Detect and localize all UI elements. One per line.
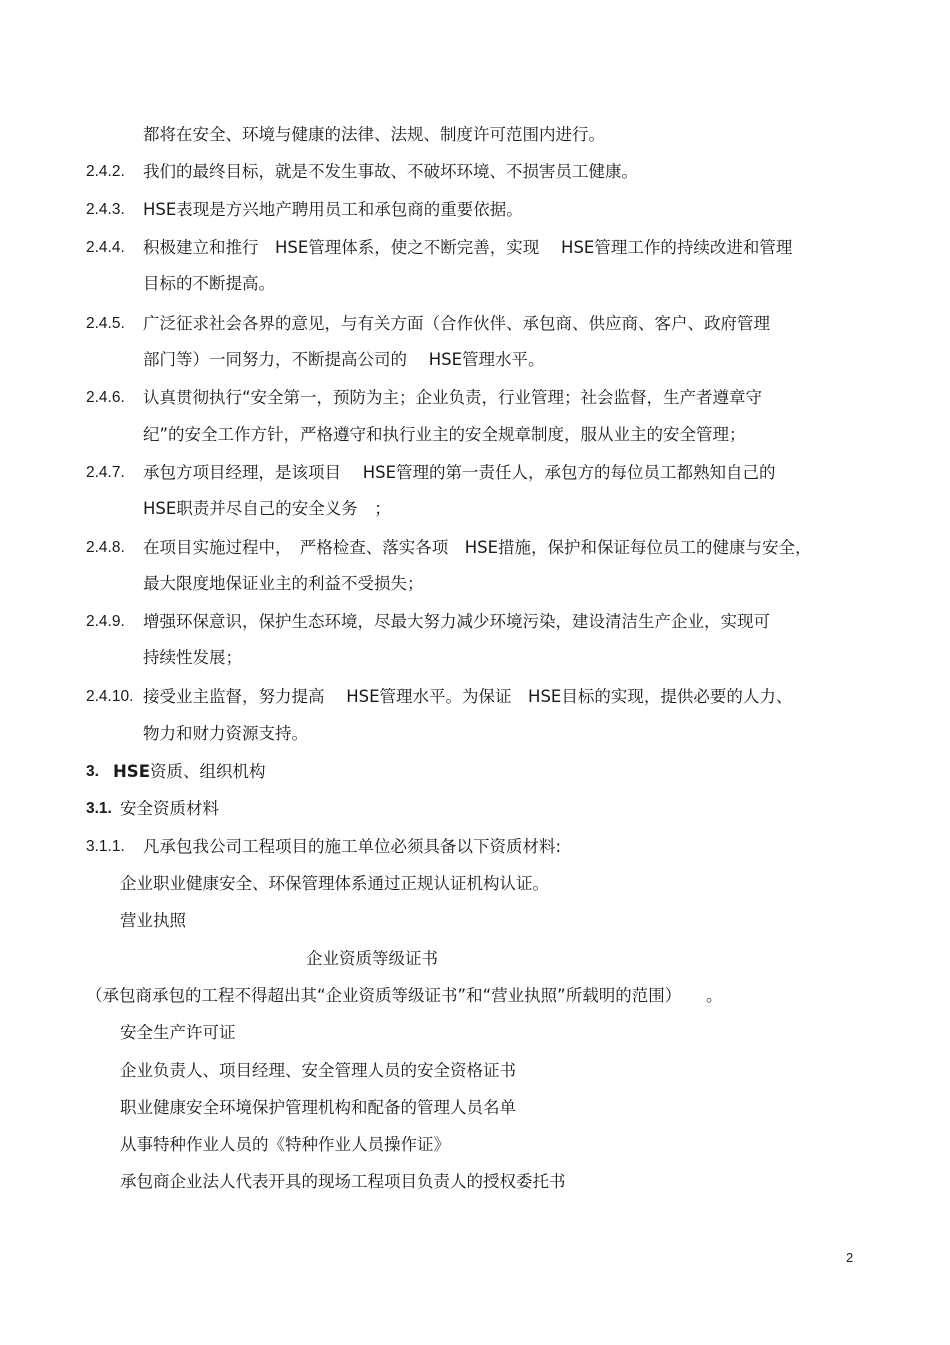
item-text: 接受业主监督，努力提高 HSE管理水平。为保证 HSE目标的实现，提供必要的人力、 [143,687,793,706]
item-number: 3.1.1. [86,838,125,855]
item-number: 2.4.3. [86,201,125,218]
item-text: 持续性发展； [143,648,242,667]
material-note: （承包商承包的工程不得超出其“企业资质等级证书”和“营业执照”所载明的范围） 。 [86,986,723,1005]
material-item: 承包商企业法人代表开具的现场工程项目负责人的授权委托书 [120,1172,566,1191]
item-number: 2.4.8. [86,539,125,556]
item-number: 2.4.5. [86,315,125,332]
item-text: HSE表现是方兴地产聘用员工和承包商的重要依据。 [143,200,523,219]
item-text: 承包方项目经理，是该项目 HSE管理的第一责任人，承包方的每位员工都熟知自己的 [143,463,776,482]
item-text: 凡承包我公司工程项目的施工单位必须具备以下资质材料: [143,837,562,856]
item-text: 增强环保意识，保护生态环境，尽最大努力减少环境污染，建设清洁生产企业，实现可 [143,612,770,631]
item-text: 认真贯彻执行“安全第一，预防为主；企业负责，行业管理；社会监督，生产者遵章守 [143,388,763,407]
material-item: 从事特种作业人员的《特种作业人员操作证》 [120,1135,450,1154]
material-item: 企业职业健康安全、环保管理体系通过正规认证机构认证。 [120,874,549,893]
section-heading [113,761,265,783]
item-text: 最大限度地保证业主的利益不受损失； [143,574,424,593]
material-item: 营业执照 [120,911,186,930]
material-item: 安全生产许可证 [120,1023,236,1042]
item-text: 积极建立和推行 HSE管理体系，使之不断完善，实现 HSE管理工作的持续改进和管理 [143,238,793,257]
item-text: 在项目实施过程中， 严格检查、落实各项 HSE措施，保护和保证每位员工的健康与安全， [143,538,812,557]
item-number: 2.4.9. [86,613,125,630]
subsection-heading: 安全资质材料 [120,799,219,818]
item-number: 2.4.10. [86,688,134,705]
section-heading-rest: 资质、组织机构 [149,762,266,781]
page-number: 2 [846,1250,854,1265]
item-number: 2.4.6. [86,389,125,406]
item-text: 部门等）一同努力，不断提高公司的 HSE管理水平。 [143,350,545,369]
continuation-line: 都将在安全、环境与健康的法律、法规、制度许可范围内进行。 [143,125,605,144]
item-text: 纪”的安全工作方针，严格遵守和执行业主的安全规章制度，服从业主的安全管理； [143,425,746,444]
material-item: 企业负责人、项目经理、安全管理人员的安全资格证书 [120,1061,516,1080]
section-number: 3. [86,763,99,780]
section-heading-bold: HSE [113,762,150,781]
item-text: HSE职责并尽自己的安全义务 ； [143,499,391,518]
item-text: 广泛征求社会各界的意见，与有关方面（合作伙伴、承包商、供应商、客户、政府管理 [143,314,770,333]
subsection-number: 3.1. [86,800,112,817]
item-text: 物力和财力资源支持。 [143,724,308,743]
item-text: 我们的最终目标，就是不发生事故、不破坏环境、不损害员工健康。 [143,162,638,181]
item-text: 目标的不断提高。 [143,274,275,293]
material-item: 企业资质等级证书 [306,949,438,968]
item-number: 2.4.4. [86,239,125,256]
item-number: 2.4.2. [86,163,125,180]
material-item: 职业健康安全环境保护管理机构和配备的管理人员名单 [120,1098,516,1117]
item-number: 2.4.7. [86,464,125,481]
